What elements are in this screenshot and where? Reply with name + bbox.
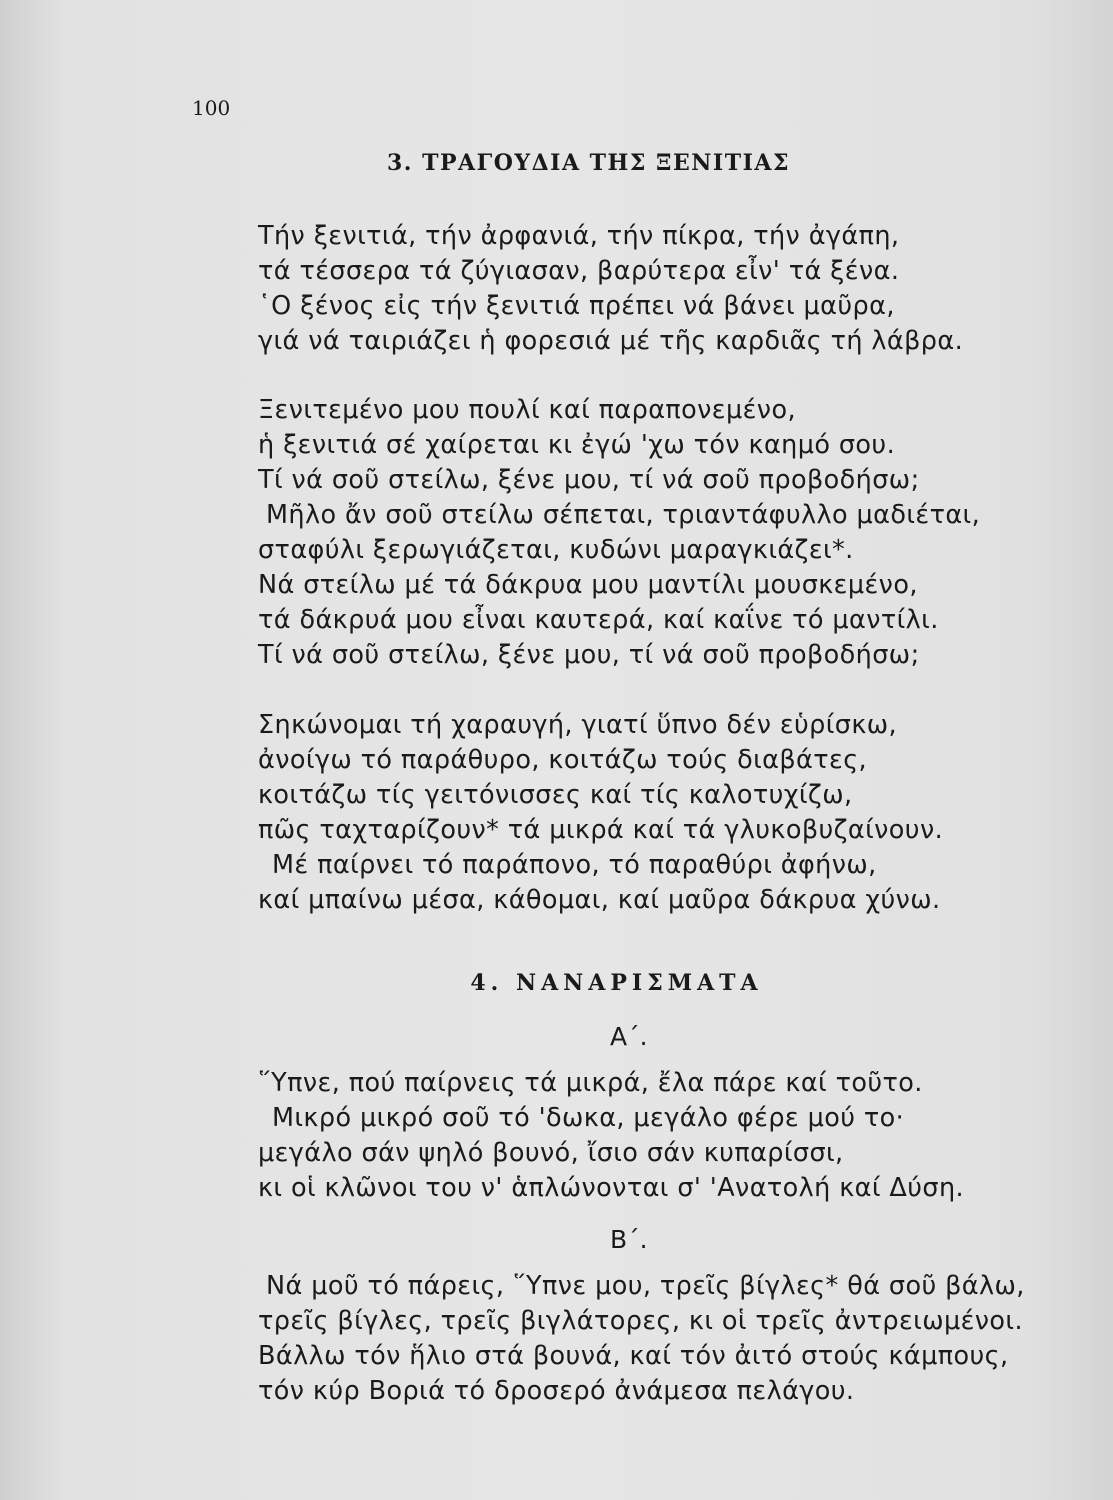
part-b-label: Β΄.: [610, 1225, 648, 1254]
verse-line: Τί νά σοῦ στείλω, ξένε μου, τί νά σοῦ προβοδήσω;: [258, 640, 920, 670]
part-a-label: Α΄.: [610, 1022, 648, 1051]
lullaby-a: [258, 1066, 964, 1206]
verse-line: Νά μοῦ τό πάρεις, ῞Υπνε μου, τρεῖς βίγλες* θά σοῦ βάλω,: [266, 1271, 1025, 1301]
stanza-1: [258, 219, 963, 359]
verse-line: κι οἱ κλῶνοι του ν' ἁπλώνονται σ' 'Ανατολή καί Δύση.: [258, 1173, 965, 1203]
verse-line: Μέ παίρνει τό παράπονο, τό παραθύρι ἀφήνω,: [272, 850, 877, 880]
verse-line: σταφύλι ξερωγιάζεται, κυδώνι μαραγκιάζει*.: [258, 535, 854, 565]
section-title-songs-of-exile: 3. ΤΡΑΓΟΥΔΙΑ ΤΗΣ ΞΕΝΙΤΙΑΣ: [387, 150, 790, 176]
stanza-3: [258, 708, 943, 918]
verse-line: ἡ ξενιτιά σέ χαίρεται κι ἐγώ 'χω τόν καημό σου.: [258, 430, 896, 460]
verse-line: τόν κύρ Βοριά τό δροσερό ἀνάμεσα πελάγου.: [258, 1376, 855, 1406]
verse-line: τά τέσσερα τά ζύγιασαν, βαρύτερα εἶν' τά ξένα.: [258, 256, 900, 286]
stanza-2: [258, 393, 980, 673]
verse-line: γιά νά ταιριάζει ἡ φορεσιά μέ τῆς καρδιᾶς τή λάβρα.: [258, 326, 964, 356]
verse-line: κοιτάζω τίς γειτόνισσες καί τίς καλοτυχίζω,: [258, 780, 853, 810]
verse-line: Μῆλο ἄν σοῦ στείλω σέπεται, τριαντάφυλλο μαδιέται,: [266, 500, 981, 530]
verse-line: Τήν ξενιτιά, τήν ἀρφανιά, τήν πίκρα, τήν ἀγάπη,: [258, 221, 900, 251]
page-number: 100: [192, 96, 231, 120]
section-title-lullabies: 4. ΝΑΝΑΡΙΣΜΑΤΑ: [470, 970, 763, 996]
verse-line: Μικρό μικρό σοῦ τό 'δωκα, μεγάλο φέρε μού το·: [272, 1103, 905, 1133]
lullaby-b: [258, 1269, 1025, 1409]
verse-line: ῾Ο ξένος εἰς τήν ξενιτιά πρέπει νά βάνει μαῦρα,: [258, 291, 895, 321]
verse-line: τά δάκρυά μου εἶναι καυτερά, καί καΐνε τό μαντίλι.: [258, 605, 939, 635]
verse-line: Νά στείλω μέ τά δάκρυα μου μαντίλι μουσκεμένο,: [258, 570, 918, 600]
verse-line: Σηκώνομαι τή χαραυγή, γιατί ὕπνο δέν εὑρίσκω,: [258, 710, 898, 740]
verse-line: Ξενιτεμένο μου πουλί καί παραπονεμένο,: [258, 395, 796, 425]
verse-line: Βάλλω τόν ἥλιο στά βουνά, καί τόν ἀιτό στούς κάμπους,: [258, 1341, 1009, 1371]
verse-line: μεγάλο σάν ψηλό βουνό, ἴσιο σάν κυπαρίσσι,: [258, 1138, 844, 1168]
verse-line: τρεῖς βίγλες, τρεῖς βιγλάτορες, κι οἱ τρεῖς ἀντρειωμένοι.: [258, 1306, 1023, 1336]
verse-line: ἀνοίγω τό παράθυρο, κοιτάζω τούς διαβάτες,: [258, 745, 868, 775]
verse-line: Τί νά σοῦ στείλω, ξένε μου, τί νά σοῦ προβοδήσω;: [258, 465, 920, 495]
verse-line: καί μπαίνω μέσα, κάθομαι, καί μαῦρα δάκρυα χύνω.: [258, 885, 941, 915]
verse-line: πῶς ταχταρίζουν* τά μικρά καί τά γλυκοβυζαίνουν.: [258, 815, 944, 845]
verse-line: ῞Υπνε, πού παίρνεις τά μικρά, ἔλα πάρε καί τοῦτο.: [258, 1068, 923, 1098]
